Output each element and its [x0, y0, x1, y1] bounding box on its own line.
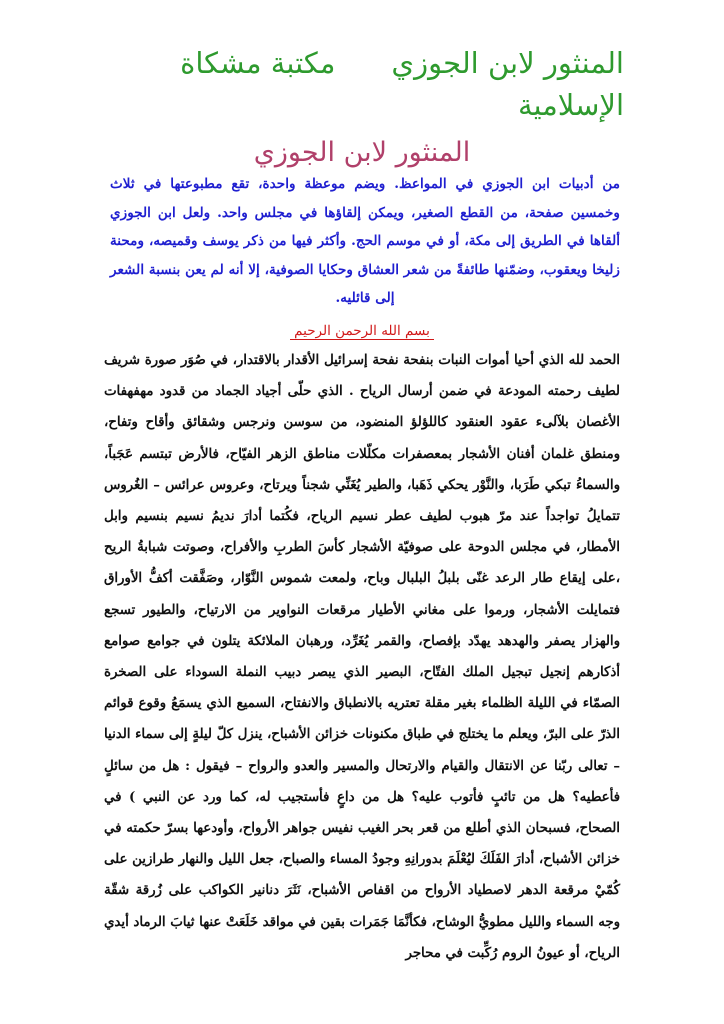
header-book-title: المنثور لابن الجوزي [391, 46, 624, 80]
header-library-name: مكتبة مشكاة [180, 46, 336, 80]
bismillah-heading [0, 320, 724, 342]
header-line-1 [104, 42, 624, 84]
page-header [104, 42, 624, 126]
bismillah-text: بسم الله الرحمن الرحيم [290, 323, 434, 340]
introduction-paragraph: من أدبيات ابن الجوزي في المواعظ. ويضم موعظة واحدة، تقع مطبوعتها في ثلاث وخمسين صفحة، من القطع الصغير، ويمكن إلقاؤها في مجلس واحد. ولعل ابن الجوزي ألقاها في الطريق إلى مكة، أو في موسم الحج. وأكثر فيها من ذكر يوسف وقميصه، ومحنة زليخا ويعقوب، وضمّنها طائفةً من شعر العشاق وحكايا الصوفية، إلا أنه لم يعن بنسبة الشعر إلى قائليه. [110, 176, 620, 306]
document-title: المنثور لابن الجوزي [253, 137, 471, 168]
main-text-paragraph: الحمد لله الذي أحيا أموات النبات بنفحة نفحة إسرائيل الأقدار بالاقتدار، في صُوَر صورة شريف لطيف رحمته المودعة في ضمن أرسال الرياح . الذي حلّى أجياد الجماد من قدود مهفهفات الأغصان بلآلىء عقود العنقود كاللؤلؤ المنضود، من سوسن ونرجس وشقائق وأقاح وتفاح، ومنطق غلمان أفنان الأشجار بمعصفرات مكلّلات مناطق الزهر الفيّاح، فالأرض تبتسم عَجَباً، والسماءُ تبكي طَرَبا، والنَّوْر يحكي ذَهَبا، والطير يُغَنِّي شجناً ويرتاح، وعروس عرائس – الغُروس تتمايلُ تواجداً عند مرّ هبوب لطيف عطر نسيم الرياح، فكُتما أدارَ نديمُ نسيم بنسيم وابل الأمطار، في مجلس الدوحة على صوفيّة الأشجار كأسَ الطربِ والأفراح، وصوتت شبابةُ الريح ،على إيقاع طار الرعد غنّى بلبلُ البلبال وباح، ولمعت شموس النَّوّار، وصَفَّقت أكفُّ الأوراق فتمايلت الأشجار، ورموا على مغاني الأطيار مرقعات النواوير من الارتياح، والطيور تسجع والهزار يصفر والهدهد يهدّد بإفصاح، والقمر يُغَرِّد، ورهبان الملائكة يتلون في جوامع صوامع أذكارهم إنجيل تبجيل الملك الفتّاح، البصير الذي يبصر دبيب النملة السوداء على الصخرة الصمّاء في الليلة الظلماء بغير مقلة تعتريه بالانطباق والانفتاح، السميع الذي يسمَعُ وقوع قوائم الذرّ على البرّ، ويعلم ما يختلج في طباق مكنونات خزائن الأشباح، ينزل كلّ ليلةٍ إلى سماء الدنيا – تعالى ربّنا عن الانتقال والقيام والارتحال والمسير والعدو والرواح – فيقول : هل من سائلٍ فأعطيه؟ هل من تائبٍ فأتوب عليه؟ هل من داعٍ فأستجيب له، كما ورد عن النبي ) في الصحاح، فسبحان الذي أطلع من قعر بحر الغيب نفيس جواهر الأرواح، وأودعها بسرّ حكمته في خزائن الأشباح، أدارَ الفَلَكَ ليُعْلَمَ بدورانِهِ وجودُ المساء والصباح، جعل الليل والنهار طرازين على كُمّيْ مرقعة الدهر لاصطياد الأرواح من اقفاص الأشباح، نَثَرَ دنانير الكواكب على زُرقة شقّة وجه السماء والليل مطويُّ الوشاح، فكأنَّمَا جَمَرات بقين في مواقد خَلَعَتْ عنها ثيابَ الرماد أيدي الرياح، أو عيونُ الروم رُكِّبت في محاجر [104, 353, 620, 961]
header-line-2: الإسلامية [517, 88, 624, 122]
